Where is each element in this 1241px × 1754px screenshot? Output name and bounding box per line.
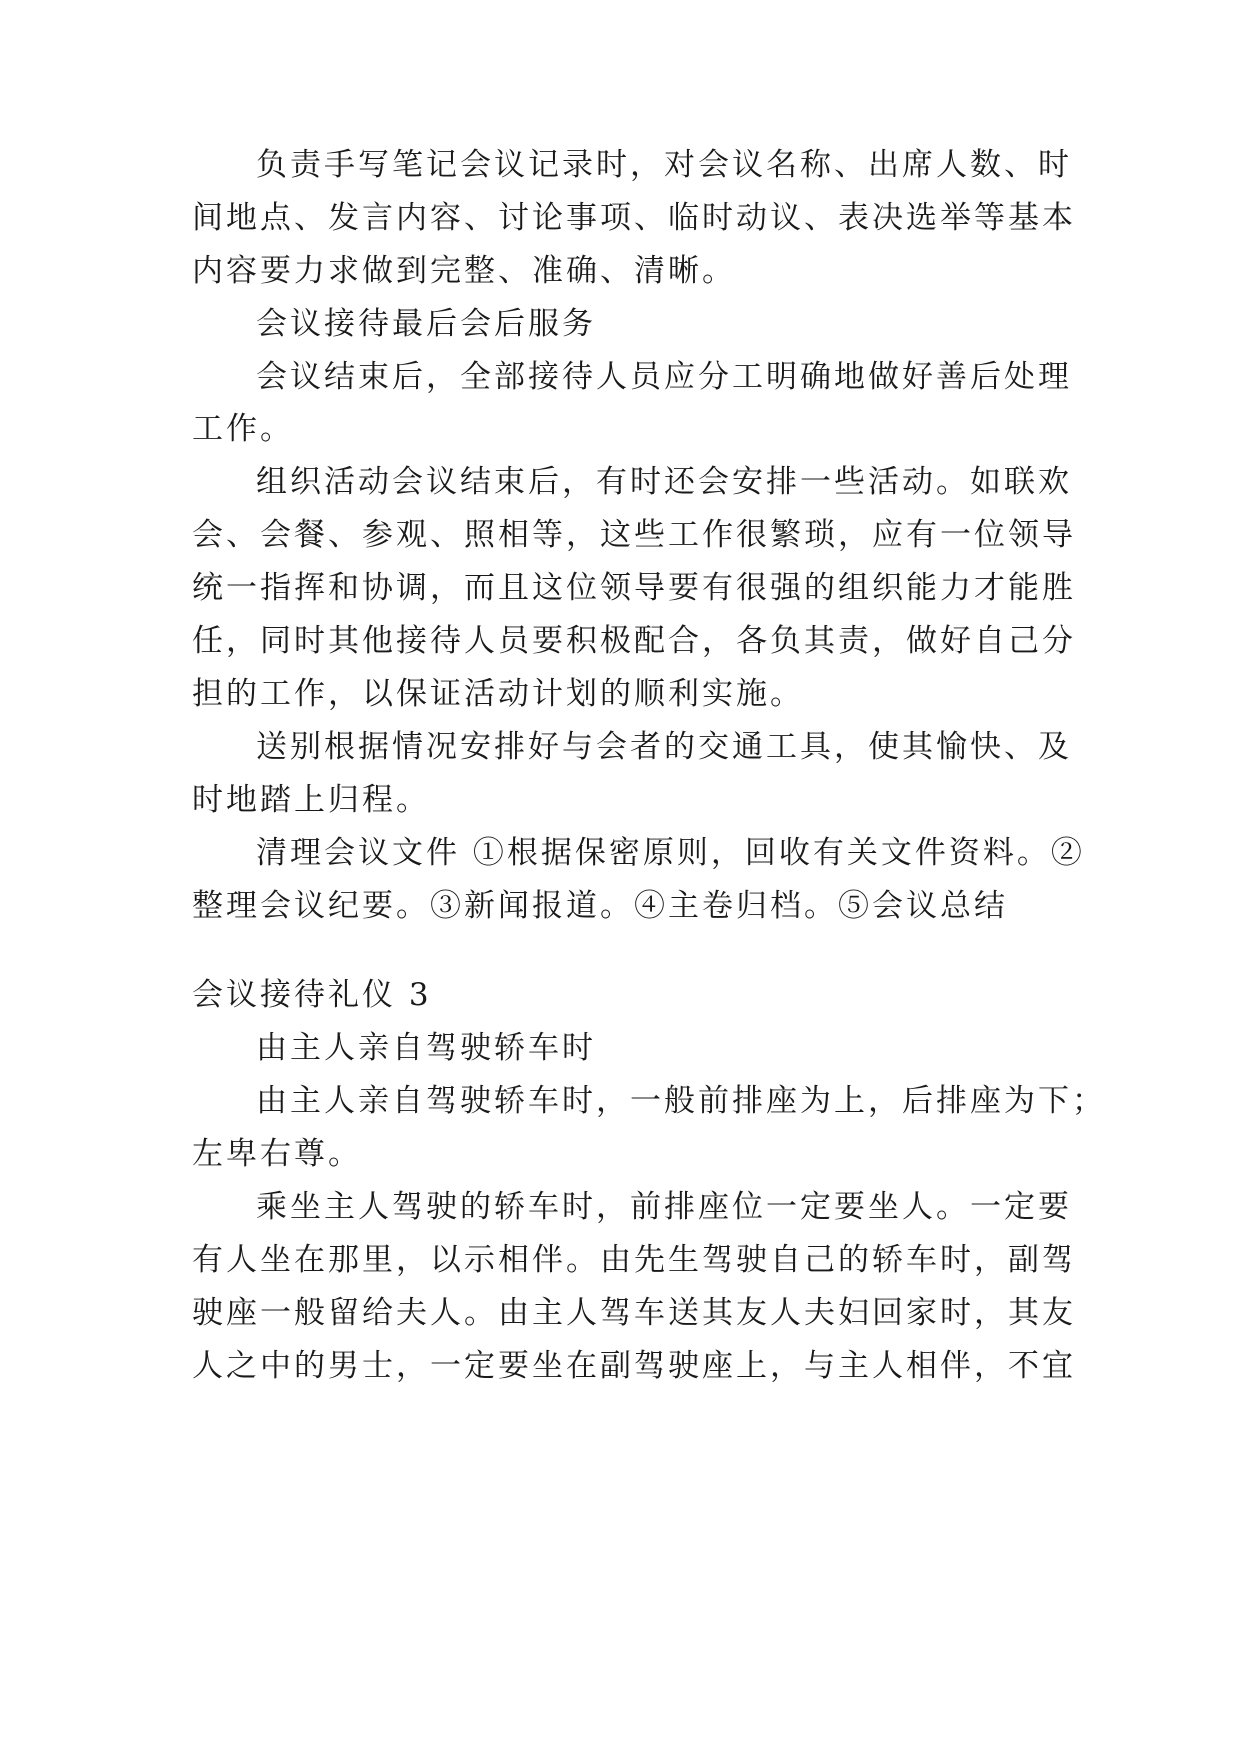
text-line: 乘坐主人驾驶的轿车时，前排座位一定要坐人。一定要 <box>256 1189 1072 1225</box>
text-line: 会、会餐、参观、照相等，这些工作很繁琐，应有一位领导 <box>192 517 1076 553</box>
section-heading: 会议接待礼仪 3 <box>192 977 432 1013</box>
text-line: 统一指挥和协调，而且这位领导要有很强的组织能力才能胜 <box>192 570 1076 606</box>
text-line: 左卑右尊。 <box>192 1136 362 1172</box>
text-line: 有人坐在那里，以示相伴。由先生驾驶自己的轿车时，副驾 <box>192 1242 1076 1278</box>
text-line: 工作。 <box>192 411 294 447</box>
text-line: 任，同时其他接待人员要积极配合，各负其责，做好自己分 <box>192 623 1076 659</box>
text-line: 组织活动会议结束后，有时还会安排一些活动。如联欢 <box>256 464 1072 500</box>
text-line: 清理会议文件 ①根据保密原则，回收有关文件资料。② <box>256 835 1085 871</box>
text-line: 由主人亲自驾驶轿车时，一般前排座为上，后排座为下； <box>256 1083 1106 1119</box>
subheading: 由主人亲自驾驶轿车时 <box>256 1030 596 1066</box>
text-line: 驶座一般留给夫人。由主人驾车送其友人夫妇回家时，其友 <box>192 1295 1076 1331</box>
text-line: 时地踏上归程。 <box>192 782 430 818</box>
text-line: 会议结束后，全部接待人员应分工明确地做好善后处理 <box>256 359 1072 395</box>
text-line: 人之中的男士，一定要坐在副驾驶座上，与主人相伴，不宜 <box>192 1348 1076 1384</box>
subheading: 会议接待最后会后服务 <box>256 306 596 342</box>
text-line: 整理会议纪要。③新闻报道。④主卷归档。⑤会议总结 <box>192 888 1008 924</box>
text-line: 内容要力求做到完整、准确、清晰。 <box>192 253 736 289</box>
text-line: 间地点、发言内容、讨论事项、临时动议、表决选举等基本 <box>192 200 1076 236</box>
text-line: 负责手写笔记会议记录时，对会议名称、出席人数、时 <box>256 147 1072 183</box>
text-line: 送别根据情况安排好与会者的交通工具，使其愉快、及 <box>256 729 1072 765</box>
text-line: 担的工作，以保证活动计划的顺利实施。 <box>192 676 804 712</box>
